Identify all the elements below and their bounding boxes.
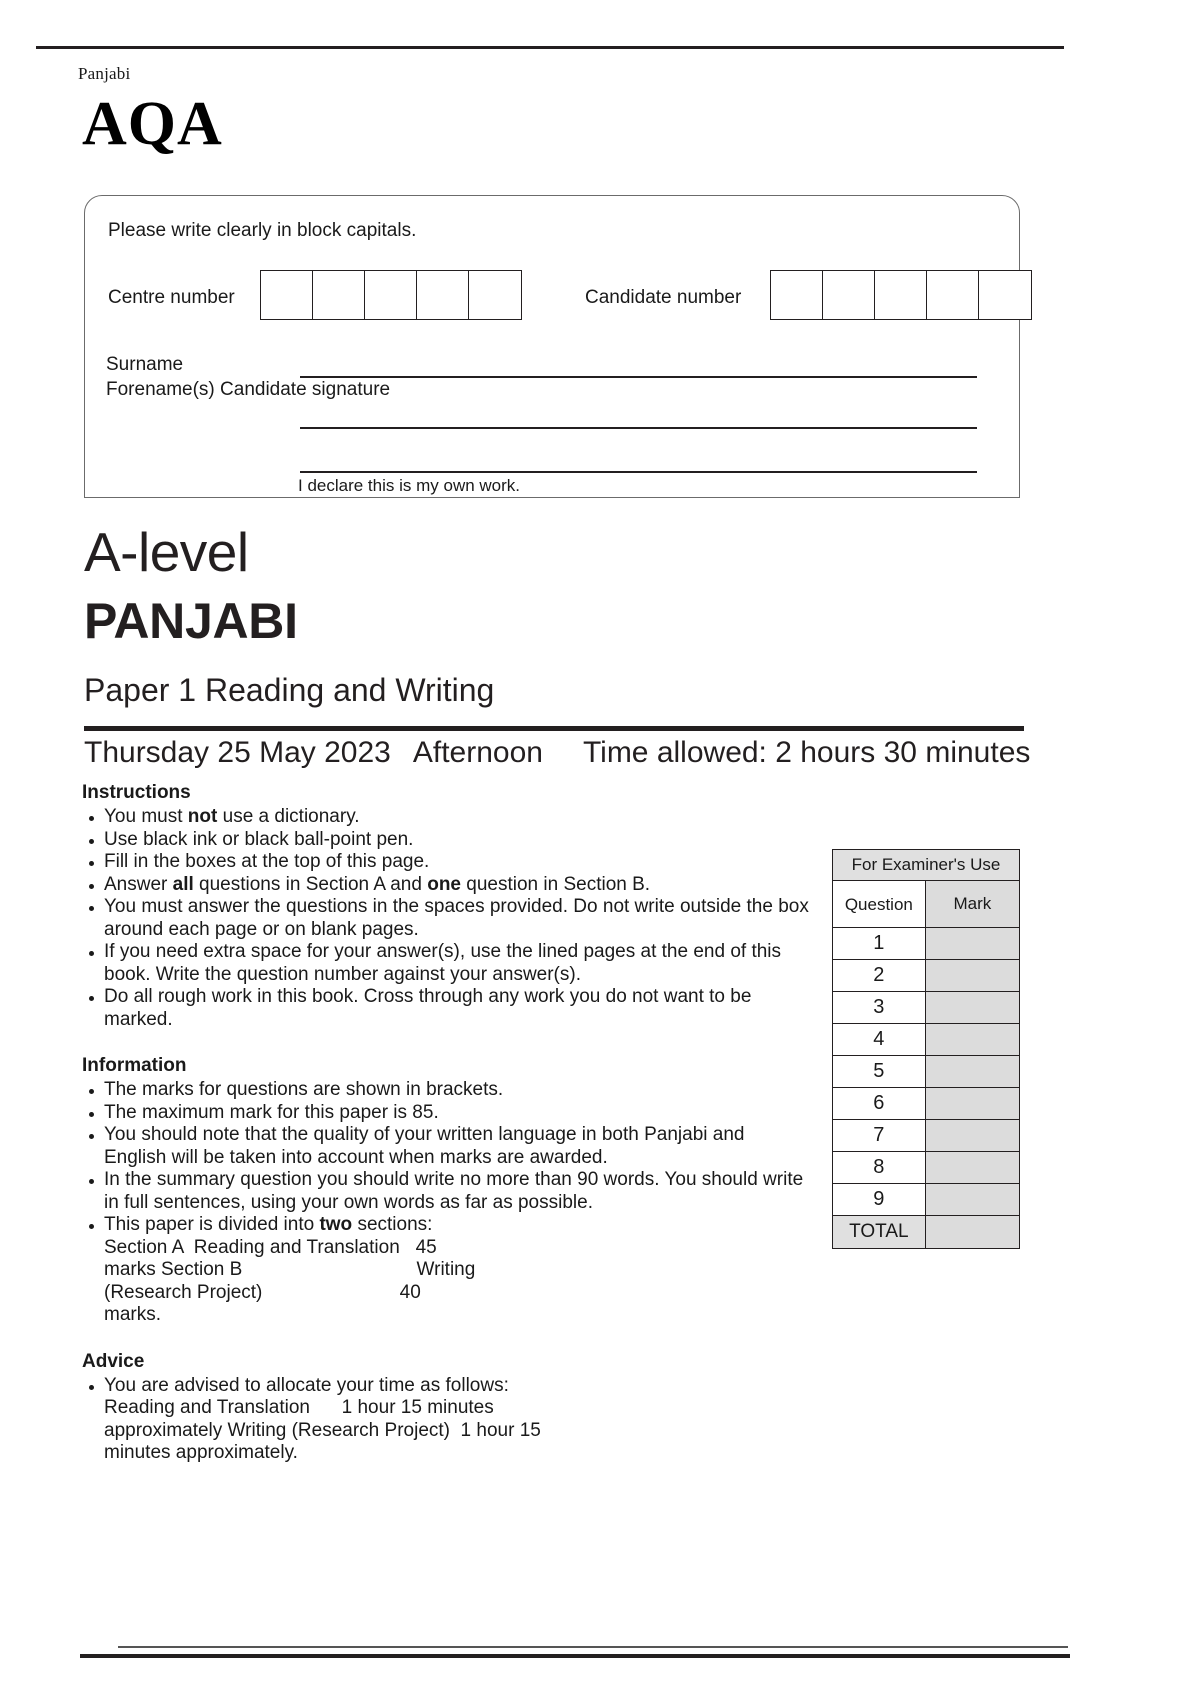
mark-entry-cell[interactable] xyxy=(925,1120,1019,1152)
advice-heading: Advice xyxy=(82,1350,145,1372)
candidate-number-cell[interactable] xyxy=(875,271,927,319)
detail-line: approximately Writing (Research Project) 1 hour 15 xyxy=(104,1419,541,1441)
signature-write-line[interactable] xyxy=(300,471,977,473)
candidate-number-label: Candidate number xyxy=(585,287,742,308)
examiner-title: For Examiner's Use xyxy=(833,850,1020,881)
detail-line: minutes approximately. xyxy=(104,1442,298,1463)
table-row xyxy=(833,960,1020,992)
mark-entry-cell[interactable] xyxy=(925,1152,1019,1184)
exam-date: Thursday 25 May 2023 xyxy=(84,736,391,769)
question-number-cell: 9 xyxy=(833,1184,926,1216)
centre-number-cell[interactable] xyxy=(365,271,417,319)
subject-label: Panjabi xyxy=(78,64,131,83)
examiner-rows xyxy=(833,928,1020,1216)
mark-entry-cell[interactable] xyxy=(925,992,1019,1024)
detail-line: Section A Reading and Translation 45 xyxy=(104,1236,437,1258)
list-item: Use black ink or black ball-point pen. xyxy=(82,829,812,852)
table-row xyxy=(833,1024,1020,1056)
centre-number-label: Centre number xyxy=(108,287,235,308)
information-heading: Information xyxy=(82,1055,187,1076)
forename-write-line[interactable] xyxy=(300,427,977,429)
table-row xyxy=(833,1088,1020,1120)
mark-column-header: Mark xyxy=(925,881,1019,928)
exam-datetime-line xyxy=(84,736,1030,770)
centre-number-cell[interactable] xyxy=(417,271,469,319)
detail-line: (Research Project) 40 xyxy=(104,1281,421,1303)
list-item: You should note that the quality of your written language in both Panjabi and English will be taken into account when marks are awarded. xyxy=(82,1124,812,1169)
question-number-cell: 2 xyxy=(833,960,926,992)
instructions-heading: Instructions xyxy=(82,782,191,803)
question-number-cell: 5 xyxy=(833,1056,926,1088)
examiner-header-row xyxy=(833,881,1020,928)
candidate-number-cell[interactable] xyxy=(771,271,823,319)
candidate-number-cell[interactable] xyxy=(979,271,1031,319)
forename-signature-label: Forename(s) Candidate signature xyxy=(106,379,391,400)
question-number-cell: 7 xyxy=(833,1120,926,1152)
page-title: PANJABI xyxy=(84,593,298,649)
total-mark-cell[interactable] xyxy=(925,1216,1019,1249)
instructions-list xyxy=(82,806,812,1031)
list-item: Fill in the boxes at the top of this page. xyxy=(82,851,812,874)
sections-detail xyxy=(82,1237,812,1327)
candidate-number-cell[interactable] xyxy=(823,271,875,319)
advice-detail xyxy=(82,1397,812,1465)
mark-entry-cell[interactable] xyxy=(925,1056,1019,1088)
table-row xyxy=(833,1056,1020,1088)
paper-title: Paper 1 Reading and Writing xyxy=(84,672,495,708)
candidate-number-input[interactable] xyxy=(770,270,1032,320)
block-capitals-instruction: Please write clearly in block capitals. xyxy=(108,220,417,241)
top-rule xyxy=(36,46,1064,49)
examiner-total-row xyxy=(833,1216,1020,1249)
examiner-use-table xyxy=(832,849,1020,1249)
centre-number-cell[interactable] xyxy=(313,271,365,319)
advice-list xyxy=(82,1375,812,1398)
list-item: You must not use a dictionary. xyxy=(82,806,812,829)
mark-entry-cell[interactable] xyxy=(925,928,1019,960)
bottom-rule xyxy=(80,1654,1070,1658)
surname-write-line[interactable] xyxy=(300,376,977,378)
examiner-title-row xyxy=(833,850,1020,881)
question-number-cell: 1 xyxy=(833,928,926,960)
table-row xyxy=(833,1120,1020,1152)
question-number-cell: 8 xyxy=(833,1152,926,1184)
list-item: Do all rough work in this book. Cross through any work you do not want to be marked. xyxy=(82,986,812,1031)
list-item: The maximum mark for this paper is 85. xyxy=(82,1102,812,1125)
aqa-logo: AQA xyxy=(82,90,223,158)
total-label: TOTAL xyxy=(833,1216,926,1249)
title-divider-rule xyxy=(84,726,1024,731)
detail-line: marks Section B Writing xyxy=(104,1259,476,1280)
information-list xyxy=(82,1079,812,1237)
instructions-column xyxy=(82,782,812,1465)
mark-entry-cell[interactable] xyxy=(925,960,1019,992)
declaration-text: I declare this is my own work. xyxy=(298,476,521,495)
list-item: You are advised to allocate your time as follows: xyxy=(82,1375,812,1398)
question-number-cell: 6 xyxy=(833,1088,926,1120)
list-item: In the summary question you should write no more than 90 words. You should write in full sentences, using your own words as far as possible. xyxy=(82,1169,812,1214)
centre-number-cell[interactable] xyxy=(469,271,521,319)
exam-session: Afternoon xyxy=(412,736,543,769)
centre-number-cell[interactable] xyxy=(261,271,313,319)
question-number-cell: 3 xyxy=(833,992,926,1024)
table-row xyxy=(833,1184,1020,1216)
question-number-cell: 4 xyxy=(833,1024,926,1056)
qualification-level: A-level xyxy=(84,521,249,583)
table-row xyxy=(833,992,1020,1024)
detail-line: Reading and Translation 1 hour 15 minutes xyxy=(104,1397,494,1418)
table-row xyxy=(833,928,1020,960)
list-item: The marks for questions are shown in brackets. xyxy=(82,1079,812,1102)
list-item: You must answer the questions in the spaces provided. Do not write outside the box around each page or on blank pages. xyxy=(82,896,812,941)
detail-line: marks. xyxy=(104,1304,161,1325)
surname-label: Surname xyxy=(106,354,184,375)
list-item: Answer all questions in Section A and one question in Section B. xyxy=(82,874,812,897)
time-allowed: Time allowed: 2 hours 30 minutes xyxy=(582,736,1031,769)
candidate-number-cell[interactable] xyxy=(927,271,979,319)
mark-entry-cell[interactable] xyxy=(925,1184,1019,1216)
list-item: If you need extra space for your answer(s), use the lined pages at the end of this book. Write the question number against your answer(s). xyxy=(82,941,812,986)
bottom-thin-rule xyxy=(118,1646,1068,1648)
table-row xyxy=(833,1152,1020,1184)
mark-entry-cell[interactable] xyxy=(925,1024,1019,1056)
question-column-header: Question xyxy=(833,881,926,928)
list-item: This paper is divided into two sections: xyxy=(82,1214,812,1237)
centre-number-input[interactable] xyxy=(260,270,522,320)
mark-entry-cell[interactable] xyxy=(925,1088,1019,1120)
